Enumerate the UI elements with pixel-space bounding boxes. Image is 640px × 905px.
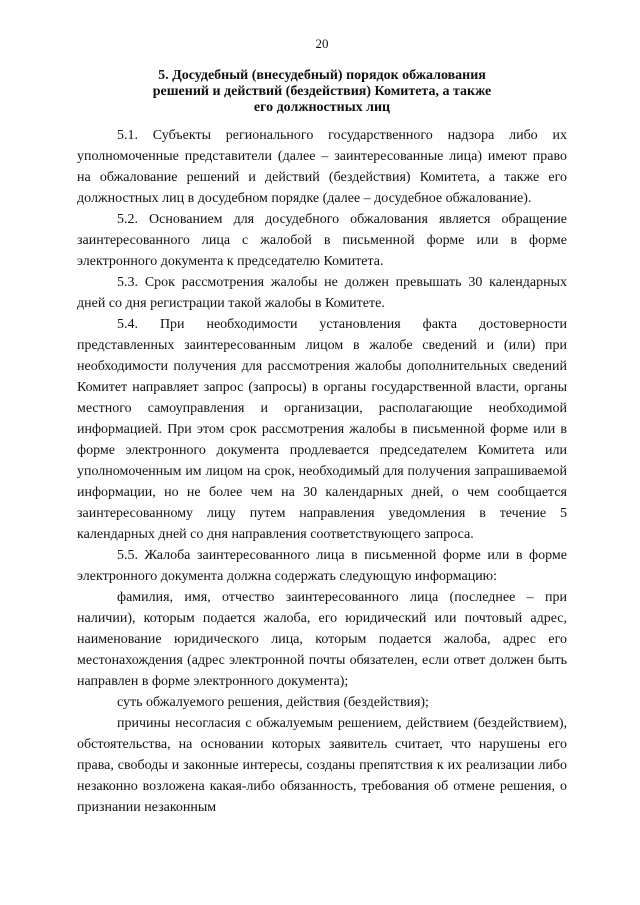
paragraph-5-5: 5.5. Жалоба заинтересованного лица в письменной форме или в форме электронного документа должна содержать следующую информацию: — [77, 548, 567, 584]
document-page — [77, 36, 567, 818]
section-heading-line-3: его должностных лиц — [253, 100, 391, 115]
page-number: 20 — [315, 36, 329, 51]
paragraph-5-2: 5.2. Основанием для досудебного обжалования является обращение заинтересованного лица с жалобой в письменной форме или в форме электронного документа к председателю Комитета. — [77, 212, 567, 269]
list-item-disagreement-reasons: причины несогласия с обжалуемым решением, действием (бездействием), обстоятельства, на основании которых заявитель считает, что нарушены его права, свободы и законные интересы, созданы препятствия к их реализации либо незаконно возложена какая-либо обязанность, требования об отмене решения, о признании незаконным — [77, 716, 567, 815]
list-item-appealed-decision: суть обжалуемого решения, действия (бездействия); — [117, 695, 429, 710]
section-heading-line-2: решений и действий (бездействия) Комитета, а также — [152, 84, 492, 99]
paragraph-5-1: 5.1. Субъекты регионального государственного надзора либо их уполномоченные представители (далее – заинтересованные лица) имеют право на обжалование решений и действий (бездействия) Комитета, а также его должностных лиц в досудебном порядке (далее – досудебное обжалование). — [77, 128, 567, 206]
paragraph-5-4: 5.4. При необходимости установления факта достоверности представленных заинтересованным лицом в жалобе сведений и (или) при необходимости получения для рассмотрения жалобы дополнительных сведений Комитет направляет запрос (запросы) в органы государственной власти, органы местного самоуправления и организации, располагающие необходимой информацией. При этом срок рассмотрения жалобы в письменной форме или в форме электронного документа продлевается председателем Комитета или уполномоченным им лицом на срок, необходимый для получения запрашиваемой информации, но не более чем на 30 календарных дней, о чем сообщается заинтересованному лицу путем направления уведомления в течение 5 календарных дней со дня направления соответствующего запроса. — [77, 317, 567, 542]
list-item-applicant-details: фамилия, имя, отчество заинтересованного лица (последнее – при наличии), которым подается жалоба, его юридический или почтовый адрес, наименование юридического лица, которым подается жалоба, адрес его местонахождения (адрес электронной почты обязателен, если ответ должен быть направлен в форме электронного документа); — [77, 590, 567, 689]
section-heading-line-1: 5. Досудебный (внесудебный) порядок обжалования — [158, 68, 486, 83]
paragraph-5-3: 5.3. Срок рассмотрения жалобы не должен превышать 30 календарных дней со дня регистрации такой жалобы в Комитете. — [77, 275, 567, 311]
section-heading — [77, 68, 567, 116]
